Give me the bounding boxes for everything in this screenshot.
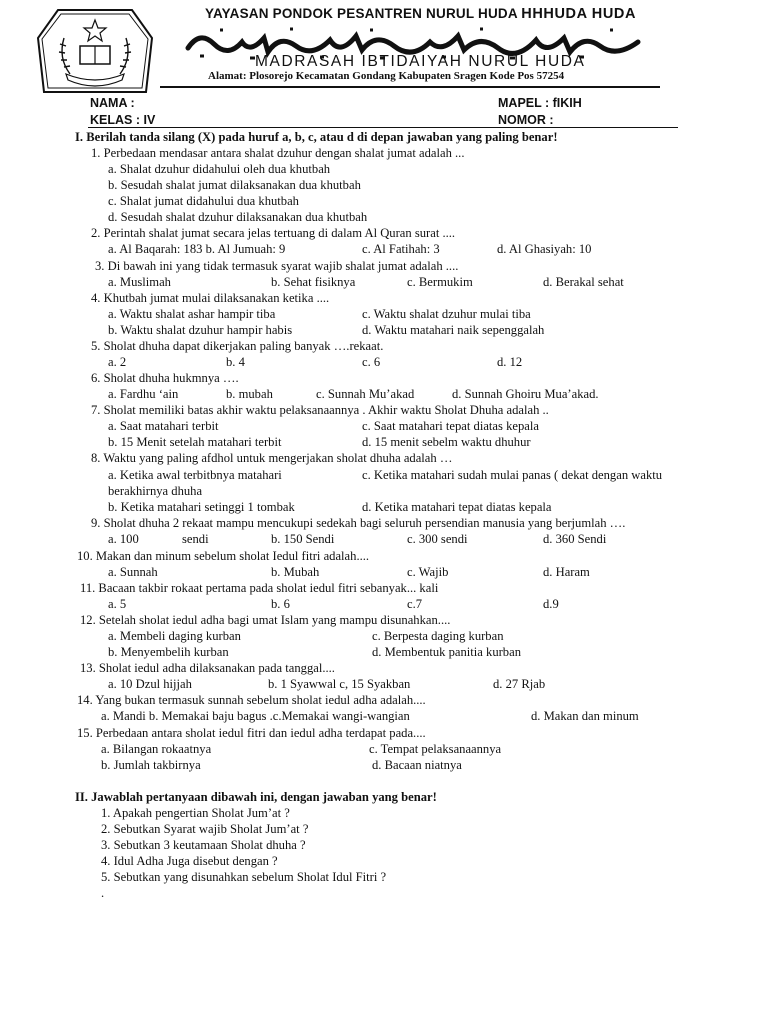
section-1-heading: I. Berilah tanda silang (X) pada huruf a, b, c, atau d di depan jawaban yang paling benar! [75,130,558,144]
question-1: 1. Perbedaan mendasar antara shalat dzuhur dengan shalat jumat adalah ... [91,146,465,160]
question-12-option-a: a. Membeli daging kurban [108,629,241,643]
question-13-option-d: d. 27 Rjab [493,677,546,691]
question-4-option-b: b. Waktu shalat dzuhur hampir habis [108,323,293,337]
question-9: 9. Sholat dhuha 2 rekaat mampu mencukupi sedekah bagi seluruh persendian manusia yang berjumlah …. [91,516,626,530]
question-8-option-c: c. Ketika matahari sudah mulai panas ( dekat dengan waktu [362,468,663,482]
question-5-option-b: b. 4 [226,355,245,369]
meta-divider [88,127,678,128]
question-2: 2. Perintah shalat jumat secara jelas tertuang di dalam Al Quran surat .... [91,226,456,240]
question-10-option-d: d. Haram [543,565,590,579]
question-4-option-d: d. Waktu matahari naik sepenggalah [362,323,545,337]
question-7-option-d: d. 15 menit sebelm waktu dhuhur [362,435,531,449]
question-13: 13. Sholat iedul adha dilaksanakan pada tanggal.... [80,661,335,675]
question-14-option-d: d. Makan dan minum [531,709,639,723]
question-11-option-c: c.7 [407,597,423,611]
foundation-name [205,6,636,22]
question-12-option-c: c. Berpesta daging kurban [372,629,504,643]
question-2-option-d: d. Al Ghasiyah: 10 [497,242,592,256]
question-15-option-d: d. Bacaan niatnya [372,758,462,772]
school-logo-emblem [36,8,154,94]
question-6: 6. Sholat dhuha hukmnya …. [91,371,239,385]
question-12: 12. Setelah sholat iedul adha bagi umat Islam yang mampu disunahkan.... [80,613,451,627]
essay-question-2: 2. Sebutkan Syarat wajib Sholat Jum’at ? [101,822,309,836]
school-address: Alamat: Plosorejo Kecamatan Gondang Kabupaten Sragen Kode Pos 57254 [208,70,565,82]
question-9-option-d: d. 360 Sendi [543,532,607,546]
essay-question-6-empty: . [101,886,105,900]
question-6-option-c: c. Sunnah Mu’akad [316,387,415,401]
header-divider [160,86,660,88]
question-3: 3. Di bawah ini yang tidak termasuk syarat wajib shalat jumat adalah .... [95,259,459,273]
field-kelas: KELAS : IV [90,113,156,127]
question-7-option-c: c. Saat matahari tepat diatas kepala [362,419,539,433]
question-11-option-d: d.9 [543,597,559,611]
section-2-heading: II. Jawablah pertanyaan dibawah ini, dengan jawaban yang benar! [75,790,437,804]
essay-question-5: 5. Sebutkan yang disunahkan sebelum Sholat Idul Fitri ? [101,870,387,884]
field-nama: NAMA : [90,96,135,110]
foundation-name-duplicate: HHHUDA HUDA [521,6,637,22]
question-9-option-b: b. 150 Sendi [271,532,335,546]
question-9-option-a-unit: sendi [182,532,209,546]
question-4-option-c: c. Waktu shalat dzuhur mulai tiba [362,307,531,321]
question-10: 10. Makan dan minum sebelum sholat Iedul fitri adalah.... [77,549,370,563]
essay-question-1: 1. Apakah pengertian Sholat Jum’at ? [101,806,290,820]
question-5-option-d: d. 12 [497,355,523,369]
question-15-option-a: a. Bilangan rokaatnya [101,742,212,756]
question-7: 7. Sholat memiliki batas akhir waktu pelaksanaannya . Akhir waktu Sholat Dhuha adalah .. [91,403,549,417]
question-15-option-c: c. Tempat pelaksanaannya [369,742,502,756]
question-9-option-a: a. 100 [108,532,139,546]
question-6-option-d: d. Sunnah Ghoiru Mua’akad. [452,387,599,401]
question-10-option-b: b. Mubah [271,565,320,579]
question-3-option-d: d. Berakal sehat [543,275,624,289]
question-15: 15. Perbedaan antara sholat iedul fitri dan iedul adha terdapat pada.... [77,726,426,740]
question-5: 5. Sholat dhuha dapat dikerjakan paling banyak ….rekaat. [91,339,384,353]
question-3-option-b: b. Sehat fisiknya [271,275,356,289]
question-8-option-c-continued: berakhirnya dhuha [108,484,203,498]
question-1-option-d: d. Sesudah shalat dzuhur dilaksanakan dua khutbah [108,210,368,224]
essay-question-3: 3. Sebutkan 3 keutamaan Sholat dhuha ? [101,838,306,852]
question-8-option-d: d. Ketika matahari tepat diatas kepala [362,500,552,514]
question-11-option-a: a. 5 [108,597,127,611]
question-10-option-a: a. Sunnah [108,565,158,579]
school-name: MADRASAH IBTIDAIYAH NURUL HUDA [255,53,586,70]
question-12-option-b: b. Menyembelih kurban [108,645,229,659]
question-10-option-c: c. Wajib [407,565,449,579]
question-6-option-a: a. Fardhu ‘ain [108,387,179,401]
question-7-option-a: a. Saat matahari terbit [108,419,219,433]
question-4-option-a: a. Waktu shalat ashar hampir tiba [108,307,276,321]
question-6-option-b: b. mubah [226,387,273,401]
question-13-option-a: a. 10 Dzul hijjah [108,677,192,691]
question-7-option-b: b. 15 Menit setelah matahari terbit [108,435,282,449]
essay-question-4: 4. Idul Adha Juga disebut dengan ? [101,854,278,868]
question-9-option-c: c. 300 sendi [407,532,468,546]
question-13-option-bc: b. 1 Syawwal c, 15 Syakban [268,677,411,691]
question-3-option-a: a. Muslimah [108,275,171,289]
question-2-option-ab: a. Al Baqarah: 183 b. Al Jumuah: 9 [108,242,286,256]
question-14-options-abc: a. Mandi b. Memakai baju bagus .c.Memakai wangi-wangian [101,709,410,723]
foundation-name-text: YAYASAN PONDOK PESANTREN NURUL HUDA [205,6,518,21]
question-15-option-b: b. Jumlah takbirnya [101,758,201,772]
question-1-option-a: a. Shalat dzuhur didahului oleh dua khutbah [108,162,331,176]
question-8: 8. Waktu yang paling afdhol untuk mengerjakan sholat dhuha adalah … [91,451,453,465]
field-mapel: MAPEL : fIKIH [498,96,582,110]
question-1-option-c: c. Shalat jumat didahului dua khutbah [108,194,299,208]
question-5-option-a: a. 2 [108,355,127,369]
question-4: 4. Khutbah jumat mulai dilaksanakan ketika .... [91,291,330,305]
question-12-option-d: d. Membentuk panitia kurban [372,645,521,659]
question-8-option-b: b. Ketika matahari setinggi 1 tombak [108,500,295,514]
field-nomor: NOMOR : [498,113,554,127]
question-2-option-c: c. Al Fatihah: 3 [362,242,440,256]
question-1-option-b: b. Sesudah shalat jumat dilaksanakan dua khutbah [108,178,361,192]
question-14: 14. Yang bukan termasuk sunnah sebelum sholat iedul adha adalah.... [77,693,426,707]
question-3-option-c: c. Bermukim [407,275,473,289]
question-5-option-c: c. 6 [362,355,381,369]
question-11-option-b: b. 6 [271,597,290,611]
question-11: 11. Bacaan takbir rokaat pertama pada sholat iedul fitri sebanyak... kali [80,581,439,595]
question-8-option-a: a. Ketika awal terbitbnya matahari [108,468,282,482]
